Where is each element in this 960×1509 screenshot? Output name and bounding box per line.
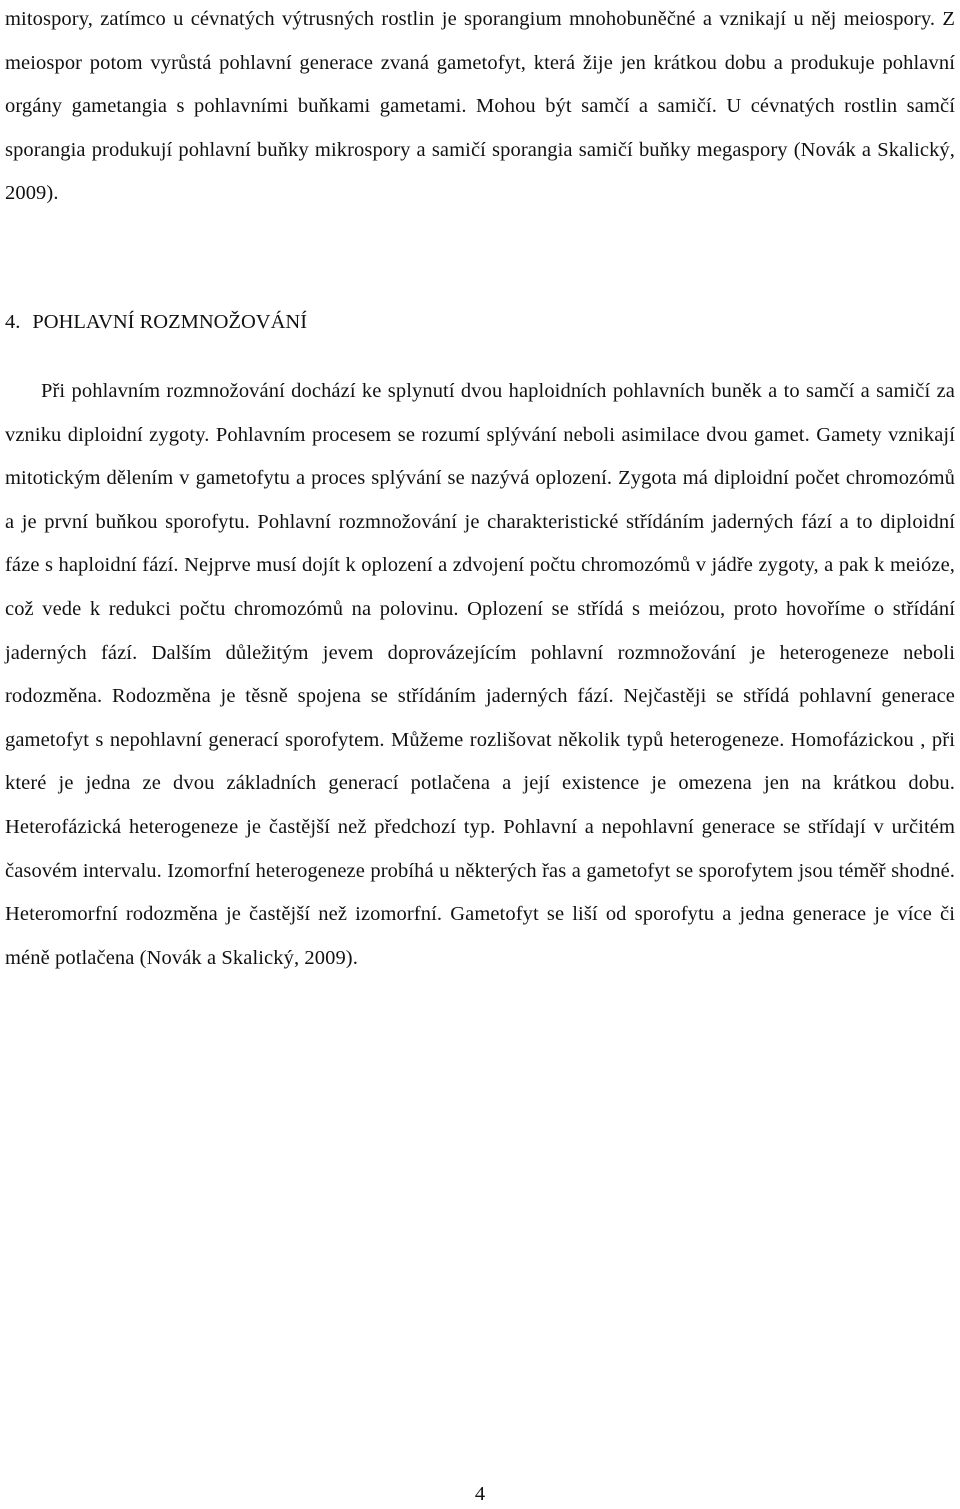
page-number: 4: [474, 1483, 486, 1505]
intro-paragraph: mitospory, zatímco u cévnatých výtrusných rostlin je sporangium mnohobuněčné a vznikají u něj meiospory. Z meiospor potom vyrůstá pohlavní generace zvaná gametofyt, která žije jen krátkou dobu a produkuje pohlavní orgány gametangia s pohlavními buňkami gametami. Mohou být samčí a samičí. U cévnatých rostlin samčí sporangia produkují pohlavní buňky mikrospory a samičí sporangia samičí buňky megaspory (Novák a Skalický, 2009).: [5, 8, 955, 205]
section-title: POHLAVNÍ ROZMNOŽOVÁNÍ: [32, 311, 308, 333]
section-heading: [5, 301, 307, 345]
section-body-paragraph: Při pohlavním rozmnožování dochází ke splynutí dvou haploidních pohlavních buněk a to samčí a samičí za vzniku diploidní zygoty. Pohlavním procesem se rozumí splývání neboli asimilace dvou gamet. Gamety vznikají mitotickým dělením v gametofytu a proces splývání se nazývá oplození. Zygota má diploidní počet chromozómů a je první buňkou sporofytu. Pohlavní rozmnožování je charakteristické střídáním jaderných fází a to diploidní fáze s haploidní fází. Nejprve musí dojít k oplození a zdvojení počtu chromozómů v jádře zygoty, a pak k meióze, což vede k redukci počtu chromozómů na polovinu. Oplození se střídá s meiózou, proto hovoříme o střídání jaderných fází. Dalším důležitým jevem doprovázejícím pohlavní rozmnožování je heterogeneze neboli rodozměna. Rodozměna je těsně spojena se střídáním jaderných fází. Nejčastěji se střídá pohlavní generace gametofyt s nepohlavní generací sporofytem. Můžeme rozlišovat několik typů heterogeneze. Homofázickou , při které je jedna ze dvou základních generací potlačena a její existence je omezena jen na krátkou dobu. Heterofázická heterogeneze je častější než předchozí typ. Pohlavní a nepohlavní generace se střídají v určitém časovém intervalu. Izomorfní heterogeneze probíhá u některých řas a gametofyt se sporofytem jsou téměř shodné. Heteromorfní rodozměna je častější než izomorfní. Gametofyt se liší od sporofytu a jedna generace je více či méně potlačena (Novák a Skalický, 2009).: [5, 380, 955, 969]
section-number: 4.: [5, 311, 21, 333]
